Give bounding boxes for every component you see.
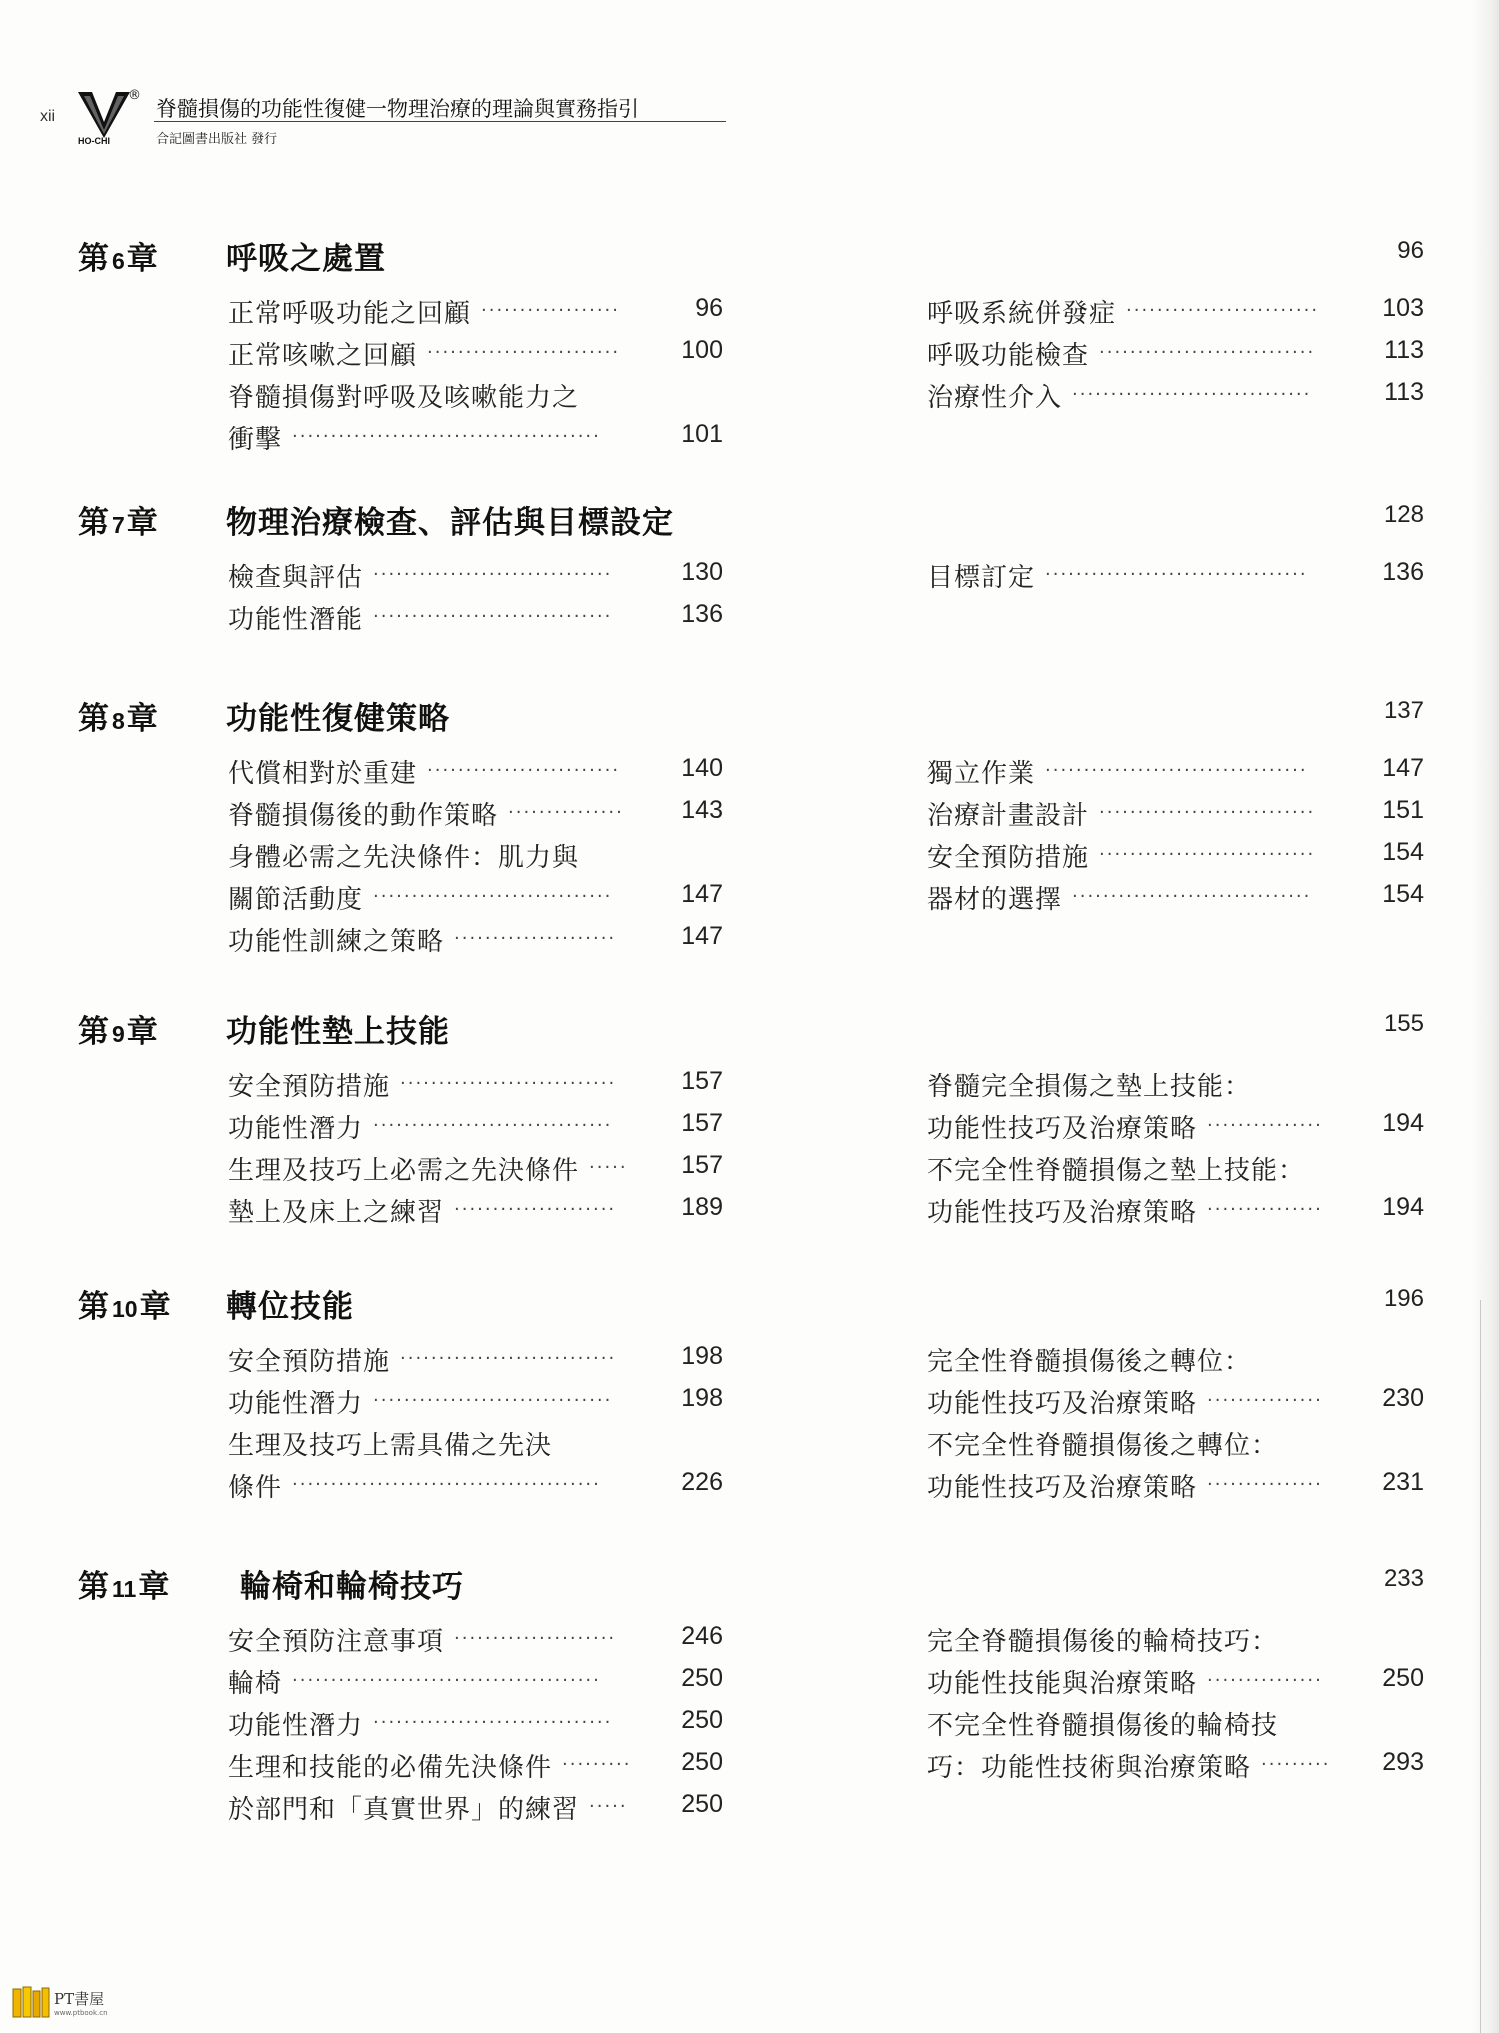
chapter-number: 11 [112, 1576, 137, 1602]
toc-entry-text[interactable]: 條件 [228, 1473, 283, 1503]
toc-entry-text[interactable]: 呼吸系統併發症 [927, 299, 1117, 329]
toc-entry-page[interactable]: 194 [1382, 1193, 1424, 1221]
watermark-text: PT書屋 [54, 1990, 105, 2008]
chapter-label-suffix: 章 [126, 241, 159, 277]
toc-entry-page[interactable]: 103 [1382, 294, 1424, 322]
toc-entry-page[interactable]: 250 [681, 1706, 723, 1734]
chapter-page-number: 96 [1397, 237, 1424, 264]
toc-entry-text[interactable]: 不完全性脊髓損傷後的輪椅技 [927, 1711, 1279, 1741]
toc-entry-page[interactable]: 136 [1382, 558, 1424, 586]
toc-entry-text[interactable]: 於部門和「真實世界」的練習 [228, 1795, 580, 1825]
toc-entry-page[interactable]: 198 [681, 1342, 723, 1370]
toc-entry-text[interactable]: 功能性潛力 [228, 1114, 364, 1144]
toc-entry-page[interactable]: 100 [681, 336, 723, 364]
toc-entry-page[interactable]: 157 [681, 1109, 723, 1137]
toc-leader-dots: ······························· [373, 606, 613, 627]
toc-entry-page[interactable]: 147 [681, 922, 723, 950]
chapter-label [78, 1006, 159, 1051]
toc-entry-page[interactable]: 250 [681, 1790, 723, 1818]
toc-entry-page[interactable]: 154 [1382, 838, 1424, 866]
chapter-title: 功能性復健策略 [226, 701, 450, 737]
toc-entry-text[interactable]: 不完全性脊髓損傷後之轉位： [927, 1431, 1279, 1461]
chapter-label-prefix: 第 [78, 1289, 110, 1325]
toc-entry-page[interactable]: 154 [1382, 880, 1424, 908]
chapter-label-prefix: 第 [78, 1569, 110, 1605]
chapter-page-number: 128 [1383, 501, 1424, 528]
toc-entry-page[interactable]: 230 [1382, 1384, 1424, 1412]
chapter-label-prefix: 第 [78, 1014, 110, 1050]
toc-entry-page[interactable]: 231 [1382, 1468, 1424, 1496]
toc-entry-text[interactable]: 功能性技巧及治療策略 [927, 1198, 1198, 1228]
toc-entry-text[interactable]: 脊髓損傷對呼吸及咳嗽能力之 [228, 383, 580, 413]
logo-text: HO-CHI [78, 136, 110, 146]
chapter-label-suffix: 章 [139, 1289, 172, 1325]
toc-leader-dots: ·································· [1045, 564, 1308, 585]
chapter-number: 9 [112, 1021, 125, 1047]
toc-entry-page[interactable]: 113 [1384, 336, 1424, 364]
toc-leader-dots: ··············· [508, 802, 624, 823]
chapter-label-suffix: 章 [126, 505, 159, 541]
toc-entry-text[interactable]: 治療計畫設計 [927, 801, 1090, 831]
toc-leader-dots: ··············· [1207, 1474, 1323, 1495]
toc-leader-dots: ····················· [454, 1628, 617, 1649]
toc-leader-dots: ··············· [1207, 1115, 1323, 1136]
toc-entry-text[interactable]: 關節活動度 [228, 885, 364, 915]
toc-leader-dots: ··············· [1207, 1390, 1323, 1411]
chapter-title: 輪椅和輪椅技巧 [240, 1569, 464, 1605]
toc-entry-text[interactable]: 檢查與評估 [228, 563, 364, 593]
chapter-number: 8 [112, 708, 125, 734]
toc-entry-page[interactable]: 96 [695, 294, 723, 322]
toc-entry-text[interactable]: 衝擊 [228, 425, 283, 455]
toc-leader-dots: ······························· [373, 564, 613, 585]
toc-entry-text[interactable]: 不完全性脊髓損傷之墊上技能： [927, 1156, 1306, 1186]
toc-leader-dots: ········· [1261, 1754, 1331, 1775]
page-edge-line [1480, 1300, 1481, 2033]
chapter-page-number: 137 [1383, 697, 1424, 724]
toc-leader-dots: ······························· [373, 1390, 613, 1411]
toc-leader-dots: ······························· [373, 1712, 613, 1733]
chapter-number: 6 [112, 248, 125, 274]
chapter-label-suffix: 章 [126, 701, 159, 737]
chapter-label [78, 497, 159, 542]
toc-entry-page[interactable]: 101 [681, 420, 723, 448]
toc-leader-dots: ··············· [1207, 1670, 1323, 1691]
toc-entry-text[interactable]: 代償相對於重建 [228, 759, 418, 789]
toc-leader-dots: ···························· [400, 1073, 617, 1094]
page-edge-shadow [1471, 0, 1499, 2033]
toc-leader-dots: ······························· [1072, 886, 1312, 907]
toc-entry-text[interactable]: 功能性技巧及治療策略 [927, 1389, 1198, 1419]
toc-entry-text[interactable]: 巧：功能性技術與治療策略 [927, 1753, 1252, 1783]
chapter-page-number: 155 [1383, 1010, 1424, 1037]
toc-entry-text[interactable]: 墊上及床上之練習 [228, 1198, 445, 1228]
toc-leader-dots: ········································ [292, 426, 601, 447]
toc-entry-page[interactable]: 194 [1382, 1109, 1424, 1137]
toc-entry-page[interactable]: 293 [1382, 1748, 1424, 1776]
toc-entry-text[interactable]: 脊髓完全損傷之墊上技能： [927, 1072, 1252, 1102]
toc-entry-page[interactable]: 113 [1384, 378, 1424, 406]
toc-entry-text[interactable]: 生理及技巧上必需之先決條件 [228, 1156, 580, 1186]
chapter-label [78, 693, 159, 738]
toc-entry-text[interactable]: 呼吸功能檢查 [927, 341, 1090, 371]
toc-entry-text[interactable]: 功能性技能與治療策略 [927, 1669, 1198, 1699]
header-divider [154, 121, 726, 122]
toc-leader-dots: ······························· [1072, 384, 1312, 405]
toc-leader-dots: ··············· [1207, 1199, 1323, 1220]
toc-leader-dots: ·················· [481, 300, 620, 321]
toc-leader-dots: ········· [562, 1754, 632, 1775]
toc-entry-text[interactable]: 功能性潛力 [228, 1389, 364, 1419]
toc-entry-text[interactable]: 器材的選擇 [927, 885, 1063, 915]
toc-entry-page[interactable]: 143 [681, 796, 723, 824]
toc-entry-text[interactable]: 身體必需之先決條件：肌力與 [228, 843, 580, 873]
toc-entry-text[interactable]: 安全預防措施 [228, 1347, 391, 1377]
toc-leader-dots: ·································· [1045, 760, 1308, 781]
chapter-label [78, 1561, 170, 1606]
toc-entry-page[interactable]: 226 [681, 1468, 723, 1496]
toc-leader-dots: ····················· [454, 928, 617, 949]
toc-entry-page[interactable]: 250 [681, 1664, 723, 1692]
toc-entry-page[interactable]: 246 [681, 1622, 723, 1650]
toc-entry-text[interactable]: 生理及技巧上需具備之先決 [228, 1431, 553, 1461]
toc-entry-text[interactable]: 治療性介入 [927, 383, 1063, 413]
chapter-number: 10 [112, 1296, 138, 1322]
toc-leader-dots: ····· [589, 1796, 628, 1817]
toc-entry-text[interactable]: 安全預防注意事項 [228, 1627, 445, 1657]
toc-entry-text[interactable]: 功能性潛能 [228, 605, 364, 635]
toc-leader-dots: ···························· [1099, 802, 1316, 823]
chapter-title: 功能性墊上技能 [226, 1014, 450, 1050]
chapter-title: 物理治療檢查、評估與目標設定 [226, 505, 674, 541]
toc-entry-page[interactable]: 250 [1382, 1664, 1424, 1692]
toc-leader-dots: ········································ [292, 1670, 601, 1691]
toc-entry-page[interactable]: 151 [1382, 796, 1424, 824]
registered-mark: ® [128, 88, 141, 103]
toc-entry-text[interactable]: 正常咳嗽之回顧 [228, 341, 418, 371]
toc-entry-page[interactable]: 147 [681, 880, 723, 908]
publisher-line: 合記圖書出版社 發行 [156, 132, 278, 147]
book-title: 脊髓損傷的功能性復健一物理治療的理論與實務指引 [156, 97, 639, 121]
toc-leader-dots: ····· [589, 1157, 628, 1178]
toc-entry-text[interactable]: 正常呼吸功能之回顧 [228, 299, 472, 329]
toc-leader-dots: ······························· [373, 886, 613, 907]
toc-entry-text[interactable]: 功能性技巧及治療策略 [927, 1114, 1198, 1144]
toc-leader-dots: ···························· [400, 1348, 617, 1369]
chapter-label-prefix: 第 [78, 701, 110, 737]
toc-entry-text[interactable]: 功能性訓練之策略 [228, 927, 445, 957]
toc-entry-page[interactable]: 198 [681, 1384, 723, 1412]
toc-entry-page[interactable]: 130 [681, 558, 723, 586]
toc-leader-dots: ···························· [1099, 844, 1316, 865]
chapter-label [78, 233, 159, 278]
chapter-label-prefix: 第 [78, 241, 110, 277]
toc-entry-text[interactable]: 獨立作業 [927, 759, 1036, 789]
watermark-url: www.ptbook.cn [54, 2009, 108, 2017]
toc-entry-page[interactable]: 147 [1382, 754, 1424, 782]
toc-leader-dots: ························· [427, 342, 621, 363]
toc-entry-text[interactable]: 生理和技能的必備先決條件 [228, 1753, 553, 1783]
chapter-page-number: 233 [1383, 1565, 1424, 1592]
toc-entry-text[interactable]: 完全脊髓損傷後的輪椅技巧： [927, 1627, 1279, 1657]
chapter-label-suffix: 章 [138, 1569, 171, 1605]
page-number: xii [40, 108, 56, 125]
toc-entry-text[interactable]: 目標訂定 [927, 563, 1036, 593]
toc-entry-text[interactable]: 輪椅 [228, 1669, 283, 1699]
toc-entry-page[interactable]: 157 [681, 1151, 723, 1179]
toc-entry-text[interactable]: 功能性技巧及治療策略 [927, 1473, 1198, 1503]
bookshelf-logo-icon [12, 1985, 50, 2019]
toc-entry-page[interactable]: 136 [681, 600, 723, 628]
chapter-label-suffix: 章 [126, 1014, 159, 1050]
toc-leader-dots: ······························· [373, 1115, 613, 1136]
chapter-number: 7 [112, 512, 125, 538]
toc-entry-text[interactable]: 功能性潛力 [228, 1711, 364, 1741]
toc-entry-page[interactable]: 250 [681, 1748, 723, 1776]
toc-leader-dots: ····················· [454, 1199, 617, 1220]
chapter-title: 轉位技能 [226, 1289, 354, 1325]
chapter-title: 呼吸之處置 [226, 241, 386, 277]
toc-entry-page[interactable]: 157 [681, 1067, 723, 1095]
toc-leader-dots: ························· [427, 760, 621, 781]
toc-leader-dots: ········································ [292, 1474, 601, 1495]
toc-entry-text[interactable]: 完全性脊髓損傷後之轉位： [927, 1347, 1252, 1377]
chapter-page-number: 196 [1383, 1285, 1424, 1312]
chapter-label-prefix: 第 [78, 505, 110, 541]
chapter-label [78, 1281, 172, 1326]
toc-entry-text[interactable]: 脊髓損傷後的動作策略 [228, 801, 499, 831]
toc-entry-text[interactable]: 安全預防措施 [927, 843, 1090, 873]
toc-entry-page[interactable]: 189 [681, 1193, 723, 1221]
toc-leader-dots: ························· [1126, 300, 1320, 321]
toc-entry-page[interactable]: 140 [681, 754, 723, 782]
toc-entry-text[interactable]: 安全預防措施 [228, 1072, 391, 1102]
toc-leader-dots: ···························· [1099, 342, 1316, 363]
